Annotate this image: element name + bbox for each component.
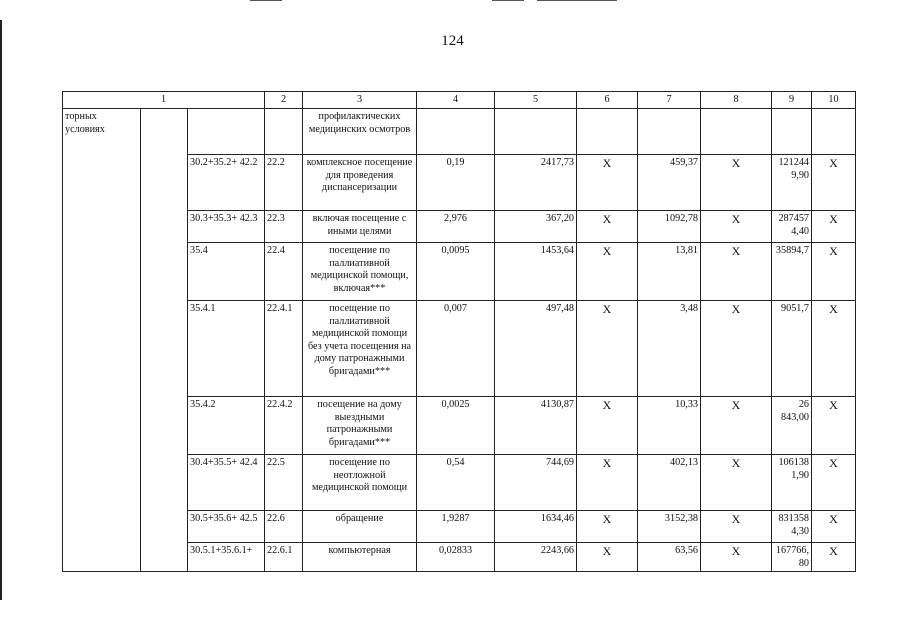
value-cell-7: 402,13 xyxy=(638,455,701,511)
table-header-row xyxy=(63,92,856,109)
value-cell-6: Х xyxy=(577,155,638,211)
value-cell-7: 1092,78 xyxy=(638,211,701,243)
value-cell-4: 0,54 xyxy=(417,455,495,511)
code-cell: 35.4.2 xyxy=(188,397,265,455)
header-cell: 5 xyxy=(495,92,577,109)
number-cell: 22.6 xyxy=(265,511,303,543)
value-cell-9: 26 843,00 xyxy=(772,397,812,455)
scan-left-edge xyxy=(0,20,2,600)
number-cell: 22.4 xyxy=(265,243,303,301)
value-cell-7: 13,81 xyxy=(638,243,701,301)
value-cell-7: 10,33 xyxy=(638,397,701,455)
value-cell-4: 1,9287 xyxy=(417,511,495,543)
value-cell-4: 0,007 xyxy=(417,301,495,397)
value-cell-9: 2874574,40 xyxy=(772,211,812,243)
header-cell: 2 xyxy=(265,92,303,109)
tariff-table xyxy=(62,91,856,572)
value-cell-10: Х xyxy=(812,301,856,397)
value-cell-6: Х xyxy=(577,243,638,301)
value-cell-8: Х xyxy=(701,455,772,511)
value-cell-5: 1453,64 xyxy=(495,243,577,301)
service-name-cell: комплексное посещение для проведения диспансеризации xyxy=(303,155,417,211)
service-name-cell: включая посещение с иными целями xyxy=(303,211,417,243)
header-cell: 6 xyxy=(577,92,638,109)
blank-cell xyxy=(141,109,188,572)
value-cell-8: Х xyxy=(701,301,772,397)
value-cell-4 xyxy=(417,109,495,155)
number-cell: 22.6.1 xyxy=(265,543,303,572)
value-cell-4: 2,976 xyxy=(417,211,495,243)
value-cell-8: Х xyxy=(701,155,772,211)
value-cell-8 xyxy=(701,109,772,155)
value-cell-9: 167766,80 xyxy=(772,543,812,572)
service-name-cell: посещение по неотложной медицинской помощи xyxy=(303,455,417,511)
value-cell-7: 3,48 xyxy=(638,301,701,397)
number-cell: 22.4.2 xyxy=(265,397,303,455)
code-cell: 30.5+35.6+ 42.5 xyxy=(188,511,265,543)
service-name-cell: компьютерная xyxy=(303,543,417,572)
service-name-cell: посещение по паллиативной медицинской помощи без учета посещения на дому патронажными бригадами*** xyxy=(303,301,417,397)
number-cell: 22.5 xyxy=(265,455,303,511)
scan-top-mark xyxy=(492,0,524,1)
page-number: 124 xyxy=(441,33,464,49)
code-cell: 30.4+35.5+ 42.4 xyxy=(188,455,265,511)
service-name-cell: посещение на дому выездными патронажными бригадами*** xyxy=(303,397,417,455)
code-cell xyxy=(188,109,265,155)
value-cell-10: Х xyxy=(812,511,856,543)
value-cell-6 xyxy=(577,109,638,155)
code-cell: 35.4 xyxy=(188,243,265,301)
service-name-cell: профилактических медицинских осмотров xyxy=(303,109,417,155)
header-cell: 9 xyxy=(772,92,812,109)
number-cell xyxy=(265,109,303,155)
value-cell-4: 0,0025 xyxy=(417,397,495,455)
code-cell: 30.3+35.3+ 42.3 xyxy=(188,211,265,243)
scan-top-mark xyxy=(537,0,617,1)
value-cell-4: 0,19 xyxy=(417,155,495,211)
value-cell-7: 3152,38 xyxy=(638,511,701,543)
number-cell: 22.2 xyxy=(265,155,303,211)
header-cell: 8 xyxy=(701,92,772,109)
value-cell-5 xyxy=(495,109,577,155)
value-cell-10: Х xyxy=(812,211,856,243)
value-cell-9 xyxy=(772,109,812,155)
header-cell: 10 xyxy=(812,92,856,109)
group-label-cell: торных условиях xyxy=(63,109,141,572)
value-cell-9: 35894,7 xyxy=(772,243,812,301)
service-name-cell: обращение xyxy=(303,511,417,543)
value-cell-6: Х xyxy=(577,301,638,397)
number-cell: 22.4.1 xyxy=(265,301,303,397)
header-cell: 3 xyxy=(303,92,417,109)
value-cell-9: 1061381,90 xyxy=(772,455,812,511)
value-cell-8: Х xyxy=(701,397,772,455)
value-cell-10: Х xyxy=(812,455,856,511)
header-cell: 1 xyxy=(63,92,265,109)
value-cell-9: 1212449,90 xyxy=(772,155,812,211)
code-cell: 35.4.1 xyxy=(188,301,265,397)
value-cell-8: Х xyxy=(701,543,772,572)
value-cell-6: Х xyxy=(577,397,638,455)
value-cell-5: 2417,73 xyxy=(495,155,577,211)
value-cell-4: 0,02833 xyxy=(417,543,495,572)
value-cell-6: Х xyxy=(577,211,638,243)
code-cell: 30.5.1+35.6.1+ xyxy=(188,543,265,572)
value-cell-6: Х xyxy=(577,543,638,572)
value-cell-6: Х xyxy=(577,511,638,543)
value-cell-8: Х xyxy=(701,511,772,543)
value-cell-5: 2243,66 xyxy=(495,543,577,572)
value-cell-6: Х xyxy=(577,455,638,511)
value-cell-7 xyxy=(638,109,701,155)
value-cell-7: 63,56 xyxy=(638,543,701,572)
value-cell-10: Х xyxy=(812,243,856,301)
value-cell-10: Х xyxy=(812,543,856,572)
scan-top-mark xyxy=(250,0,282,1)
value-cell-9: 9051,7 xyxy=(772,301,812,397)
value-cell-10: Х xyxy=(812,155,856,211)
value-cell-8: Х xyxy=(701,243,772,301)
code-cell: 30.2+35.2+ 42.2 xyxy=(188,155,265,211)
value-cell-4: 0,0095 xyxy=(417,243,495,301)
header-cell: 7 xyxy=(638,92,701,109)
value-cell-10: Х xyxy=(812,397,856,455)
service-name-cell: посещение по паллиативной медицинской помощи, включая*** xyxy=(303,243,417,301)
value-cell-10 xyxy=(812,109,856,155)
table-row xyxy=(63,109,856,155)
value-cell-9: 8313584,30 xyxy=(772,511,812,543)
value-cell-5: 367,20 xyxy=(495,211,577,243)
value-cell-8: Х xyxy=(701,211,772,243)
value-cell-5: 497,48 xyxy=(495,301,577,397)
number-cell: 22.3 xyxy=(265,211,303,243)
value-cell-5: 744,69 xyxy=(495,455,577,511)
value-cell-5: 4130,87 xyxy=(495,397,577,455)
value-cell-5: 1634,46 xyxy=(495,511,577,543)
header-cell: 4 xyxy=(417,92,495,109)
value-cell-7: 459,37 xyxy=(638,155,701,211)
